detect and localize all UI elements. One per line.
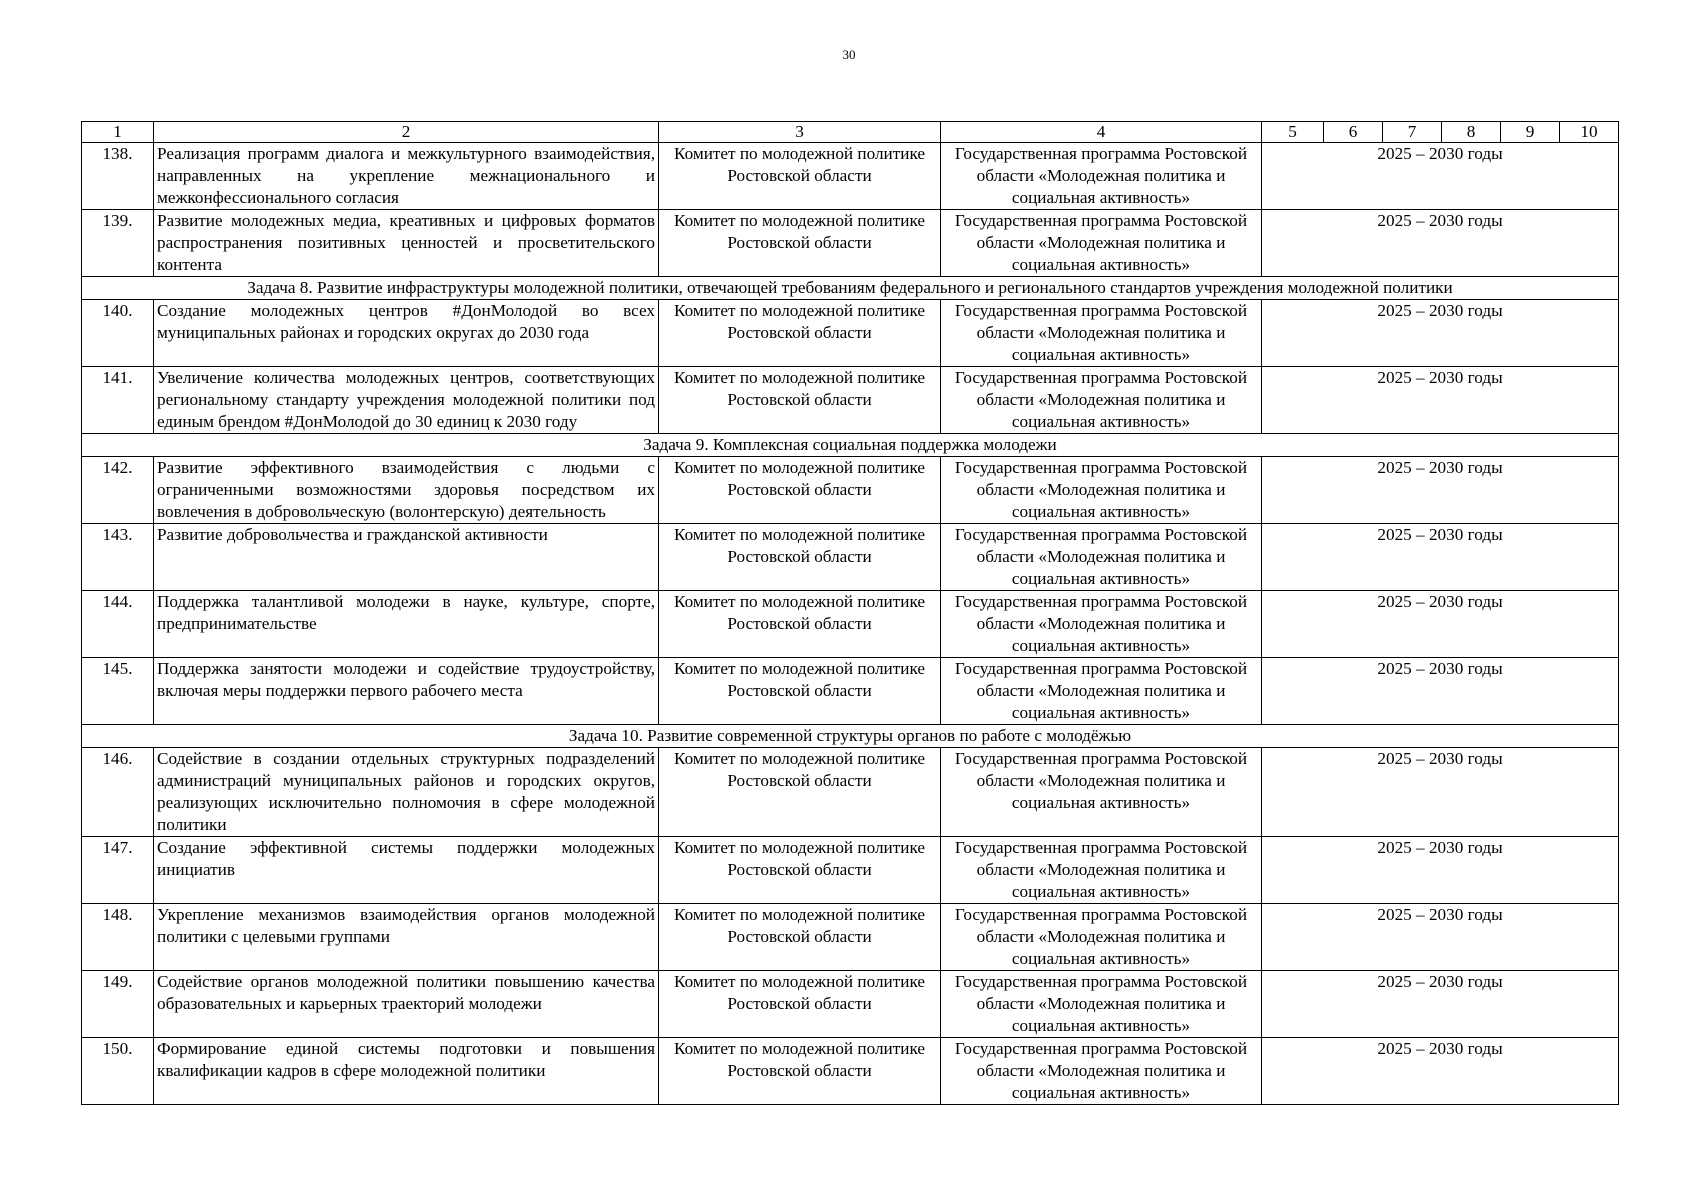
implementation-period: 2025 – 2030 годы	[1262, 300, 1619, 367]
item-description: Создание эффективной системы поддержки молодежных инициатив	[154, 837, 659, 904]
action-plan-table	[81, 121, 1619, 1105]
item-number: 150.	[82, 1038, 154, 1105]
table-row	[82, 210, 1619, 277]
implementation-period: 2025 – 2030 годы	[1262, 524, 1619, 591]
implementation-period: 2025 – 2030 годы	[1262, 591, 1619, 658]
responsible-executor: Комитет по молодежной политике Ростовской области	[659, 367, 941, 434]
implementation-period: 2025 – 2030 годы	[1262, 971, 1619, 1038]
responsible-executor: Комитет по молодежной политике Ростовской области	[659, 904, 941, 971]
responsible-executor: Комитет по молодежной политике Ростовской области	[659, 748, 941, 837]
table-row	[82, 143, 1619, 210]
task-heading-row	[82, 277, 1619, 300]
responsible-executor: Комитет по молодежной политике Ростовской области	[659, 591, 941, 658]
item-number: 140.	[82, 300, 154, 367]
funding-program: Государственная программа Ростовской области «Молодежная политика и социальная активность»	[941, 143, 1262, 210]
item-description: Формирование единой системы подготовки и повышения квалификации кадров в сфере молодежной политики	[154, 1038, 659, 1105]
funding-program: Государственная программа Ростовской области «Молодежная политика и социальная активность»	[941, 457, 1262, 524]
funding-program: Государственная программа Ростовской области «Молодежная политика и социальная активность»	[941, 748, 1262, 837]
item-description: Увеличение количества молодежных центров, соответствующих региональному стандарту учреждения молодежной политики под единым брендом #ДонМолодой до 30 единиц к 2030 году	[154, 367, 659, 434]
funding-program: Государственная программа Ростовской области «Молодежная политика и социальная активность»	[941, 524, 1262, 591]
item-number: 142.	[82, 457, 154, 524]
table-row	[82, 658, 1619, 725]
column-number-10: 10	[1560, 122, 1619, 143]
funding-program: Государственная программа Ростовской области «Молодежная политика и социальная активность»	[941, 367, 1262, 434]
column-number-header-row	[82, 122, 1619, 143]
column-number-4: 4	[941, 122, 1262, 143]
task-heading-row	[82, 434, 1619, 457]
task-heading: Задача 9. Комплексная социальная поддержка молодежи	[82, 434, 1619, 457]
responsible-executor: Комитет по молодежной политике Ростовской области	[659, 1038, 941, 1105]
item-description: Развитие добровольчества и гражданской активности	[154, 524, 659, 591]
column-number-2: 2	[154, 122, 659, 143]
item-number: 146.	[82, 748, 154, 837]
table-row	[82, 748, 1619, 837]
responsible-executor: Комитет по молодежной политике Ростовской области	[659, 524, 941, 591]
implementation-period: 2025 – 2030 годы	[1262, 457, 1619, 524]
item-number: 145.	[82, 658, 154, 725]
responsible-executor: Комитет по молодежной политике Ростовской области	[659, 457, 941, 524]
item-number: 148.	[82, 904, 154, 971]
item-number: 138.	[82, 143, 154, 210]
item-number: 139.	[82, 210, 154, 277]
table-row	[82, 457, 1619, 524]
implementation-period: 2025 – 2030 годы	[1262, 904, 1619, 971]
item-description: Реализация программ диалога и межкультурного взаимодействия, направленных на укрепление межнационального и межконфессионального согласия	[154, 143, 659, 210]
responsible-executor: Комитет по молодежной политике Ростовской области	[659, 971, 941, 1038]
funding-program: Государственная программа Ростовской области «Молодежная политика и социальная активность»	[941, 591, 1262, 658]
implementation-period: 2025 – 2030 годы	[1262, 143, 1619, 210]
table-row	[82, 1038, 1619, 1105]
funding-program: Государственная программа Ростовской области «Молодежная политика и социальная активность»	[941, 971, 1262, 1038]
column-number-1: 1	[82, 122, 154, 143]
table-row	[82, 971, 1619, 1038]
item-description: Создание молодежных центров #ДонМолодой во всех муниципальных районах и городских округах до 2030 года	[154, 300, 659, 367]
item-number: 144.	[82, 591, 154, 658]
responsible-executor: Комитет по молодежной политике Ростовской области	[659, 300, 941, 367]
implementation-period: 2025 – 2030 годы	[1262, 658, 1619, 725]
page-number: 30	[842, 47, 856, 62]
table-row	[82, 904, 1619, 971]
item-number: 141.	[82, 367, 154, 434]
column-number-8: 8	[1442, 122, 1501, 143]
column-number-5: 5	[1262, 122, 1324, 143]
implementation-period: 2025 – 2030 годы	[1262, 367, 1619, 434]
item-number: 149.	[82, 971, 154, 1038]
column-number-9: 9	[1501, 122, 1560, 143]
task-heading-row	[82, 725, 1619, 748]
responsible-executor: Комитет по молодежной политике Ростовской области	[659, 837, 941, 904]
item-number: 147.	[82, 837, 154, 904]
table-row	[82, 367, 1619, 434]
funding-program: Государственная программа Ростовской области «Молодежная политика и социальная активность»	[941, 1038, 1262, 1105]
task-heading: Задача 8. Развитие инфраструктуры молодежной политики, отвечающей требованиям федерального и регионального стандартов учреждения молодежной политики	[82, 277, 1619, 300]
item-description: Поддержка талантливой молодежи в науке, культуре, спорте, предпринимательстве	[154, 591, 659, 658]
funding-program: Государственная программа Ростовской области «Молодежная политика и социальная активность»	[941, 300, 1262, 367]
table-row	[82, 591, 1619, 658]
table-row	[82, 300, 1619, 367]
table-row	[82, 524, 1619, 591]
item-number: 143.	[82, 524, 154, 591]
funding-program: Государственная программа Ростовской области «Молодежная политика и социальная активность»	[941, 210, 1262, 277]
responsible-executor: Комитет по молодежной политике Ростовской области	[659, 658, 941, 725]
item-description: Содействие в создании отдельных структурных подразделений администраций муниципальных районов и городских округов, реализующих исключительно полномочия в сфере молодежной политики	[154, 748, 659, 837]
funding-program: Государственная программа Ростовской области «Молодежная политика и социальная активность»	[941, 837, 1262, 904]
responsible-executor: Комитет по молодежной политике Ростовской области	[659, 143, 941, 210]
funding-program: Государственная программа Ростовской области «Молодежная политика и социальная активность»	[941, 904, 1262, 971]
table-row	[82, 837, 1619, 904]
implementation-period: 2025 – 2030 годы	[1262, 748, 1619, 837]
funding-program: Государственная программа Ростовской области «Молодежная политика и социальная активность»	[941, 658, 1262, 725]
column-number-7: 7	[1383, 122, 1442, 143]
column-number-6: 6	[1324, 122, 1383, 143]
item-description: Укрепление механизмов взаимодействия органов молодежной политики с целевыми группами	[154, 904, 659, 971]
implementation-period: 2025 – 2030 годы	[1262, 210, 1619, 277]
implementation-period: 2025 – 2030 годы	[1262, 1038, 1619, 1105]
column-number-3: 3	[659, 122, 941, 143]
implementation-period: 2025 – 2030 годы	[1262, 837, 1619, 904]
item-description: Развитие молодежных медиа, креативных и цифровых форматов распространения позитивных ценностей и просветительского контента	[154, 210, 659, 277]
item-description: Содействие органов молодежной политики повышению качества образовательных и карьерных траекторий молодежи	[154, 971, 659, 1038]
task-heading: Задача 10. Развитие современной структуры органов по работе с молодёжью	[82, 725, 1619, 748]
item-description: Поддержка занятости молодежи и содействие трудоустройству, включая меры поддержки первого рабочего места	[154, 658, 659, 725]
item-description: Развитие эффективного взаимодействия с людьми с ограниченными возможностями здоровья посредством их вовлечения в добровольческую (волонтерскую) деятельность	[154, 457, 659, 524]
responsible-executor: Комитет по молодежной политике Ростовской области	[659, 210, 941, 277]
